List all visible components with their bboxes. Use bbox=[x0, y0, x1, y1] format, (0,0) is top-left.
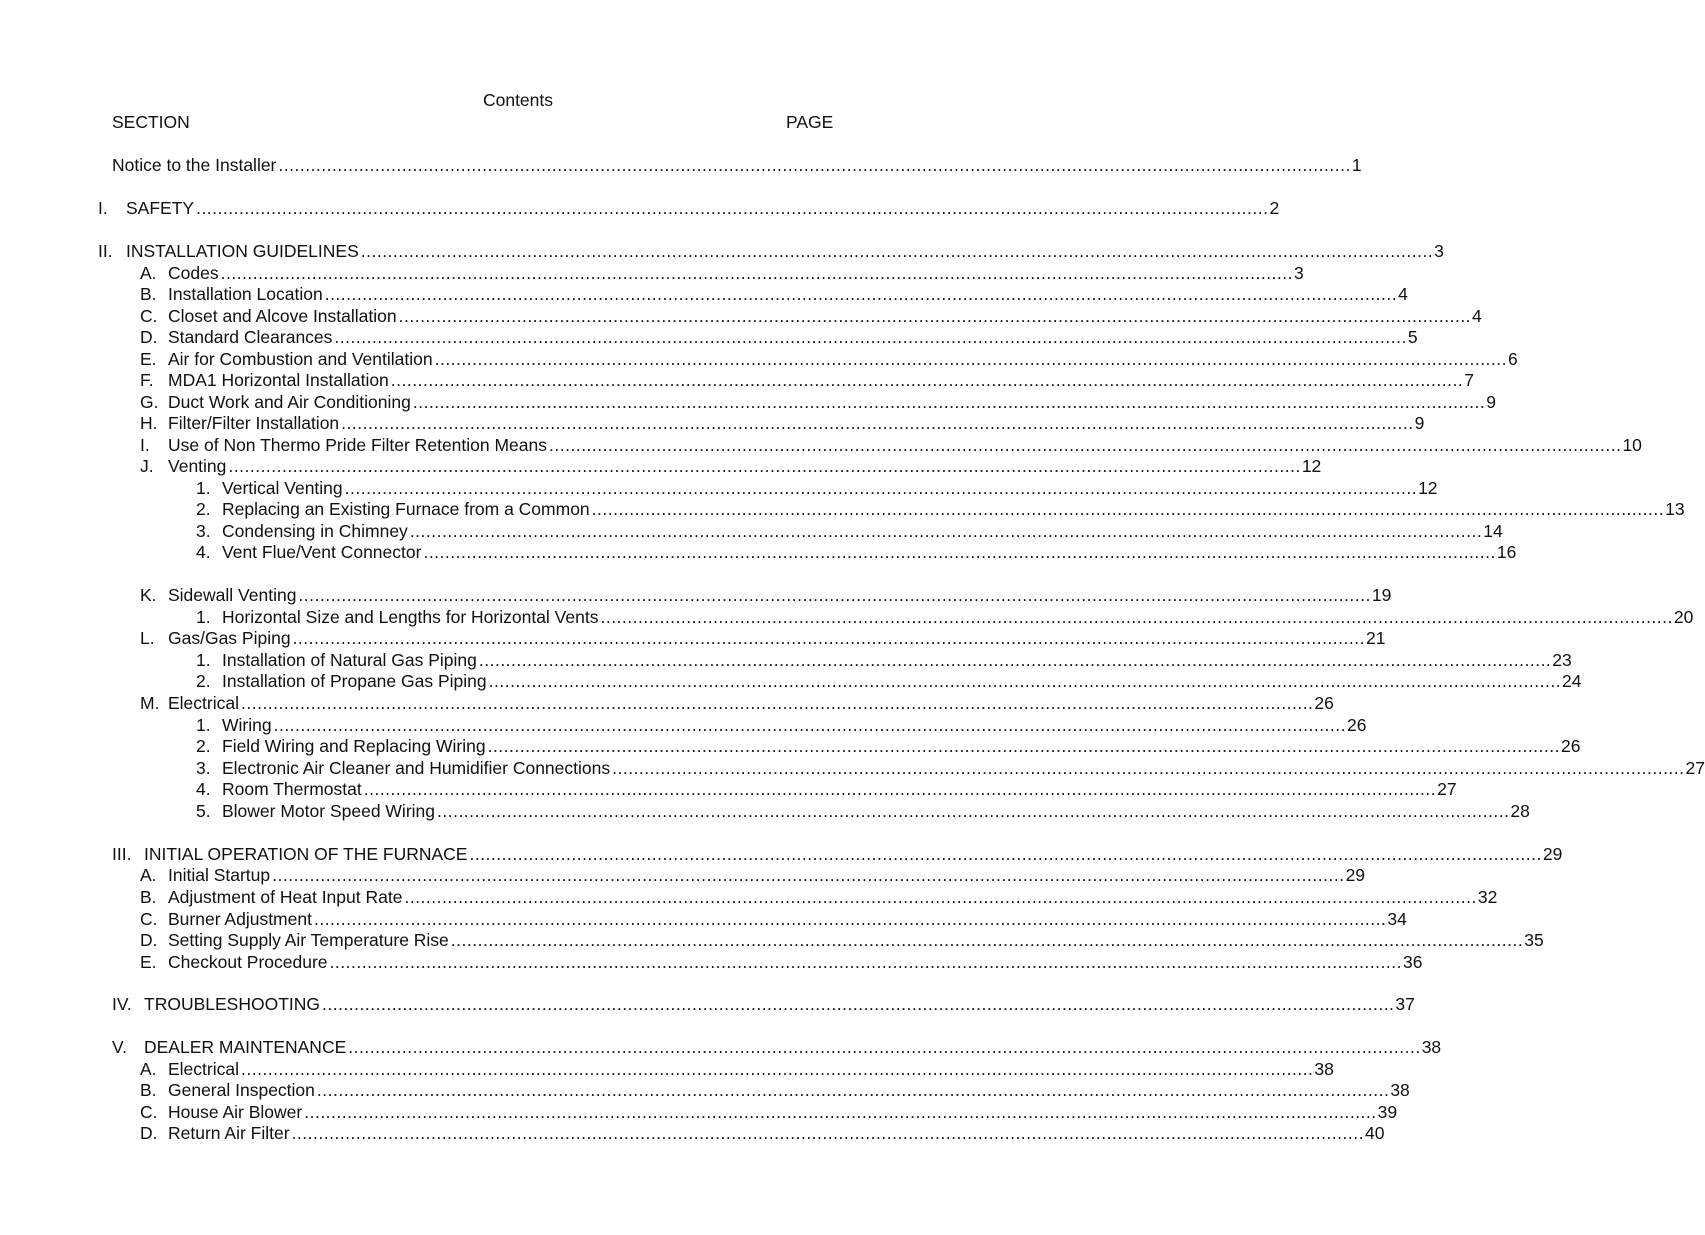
toc-entry bbox=[98, 240, 1444, 262]
toc-entry-label: General Inspection bbox=[168, 1080, 315, 1100]
toc-entry bbox=[140, 929, 1544, 951]
dot-leader: ........................................................................................................................................................................................................ bbox=[334, 327, 1407, 347]
toc-entry-page: 28 bbox=[1510, 801, 1530, 821]
toc-entry-label: MDA1 Horizontal Installation bbox=[168, 370, 389, 390]
section-column-header: SECTION bbox=[112, 112, 190, 132]
dot-leader: ........................................................................................................................................................................................................ bbox=[324, 284, 1398, 304]
toc-entry-number: 4. bbox=[196, 542, 211, 562]
dot-leader: ........................................................................................................................................................................................................ bbox=[478, 650, 1552, 670]
toc-entry-number: IV. bbox=[112, 994, 132, 1014]
toc-entry-label: Burner Adjustment bbox=[168, 909, 312, 929]
toc-entry-label: Return Air Filter bbox=[168, 1123, 290, 1143]
toc-entry-number: 1. bbox=[196, 650, 211, 670]
toc-entry-page: 10 bbox=[1622, 435, 1642, 455]
dot-leader: ........................................................................................................................................................................................................ bbox=[292, 628, 1365, 648]
toc-entry-label: Checkout Procedure bbox=[168, 952, 328, 972]
toc-entry-page: 23 bbox=[1552, 650, 1572, 670]
toc-entry bbox=[196, 520, 1503, 542]
toc-entry-page: 13 bbox=[1665, 499, 1685, 519]
toc-entry bbox=[196, 757, 1705, 779]
toc-entry-number: III. bbox=[112, 844, 132, 864]
dot-leader: ........................................................................................................................................................................................................ bbox=[241, 693, 1314, 713]
toc-entry-label: Venting bbox=[168, 456, 227, 476]
toc-entry-page: 27 bbox=[1685, 758, 1705, 778]
toc-entry bbox=[196, 778, 1457, 800]
toc-entry bbox=[140, 692, 1334, 714]
toc-entry-page: 16 bbox=[1496, 542, 1517, 562]
toc-entry-number: A. bbox=[140, 263, 157, 283]
toc-entry-number: G. bbox=[140, 392, 159, 412]
toc-entry-number: 3. bbox=[196, 758, 211, 778]
toc-entry-page: 39 bbox=[1377, 1102, 1398, 1122]
toc-entry bbox=[140, 1122, 1385, 1144]
toc-entry-page: 7 bbox=[1464, 370, 1474, 390]
toc-entry-number: 2. bbox=[196, 736, 211, 756]
toc-entry bbox=[196, 714, 1367, 736]
toc-entry-label: Field Wiring and Replacing Wiring bbox=[222, 736, 486, 756]
dot-leader: ........................................................................................................................................................................................................ bbox=[487, 736, 1560, 756]
toc-entry-label: Filter/Filter Installation bbox=[168, 413, 340, 433]
toc-entry bbox=[112, 1036, 1442, 1058]
dot-leader: ........................................................................................................................................................................................................ bbox=[329, 952, 1402, 972]
toc-entry bbox=[112, 154, 1362, 176]
toc-entry-label: Room Thermostat bbox=[222, 779, 362, 799]
page-column-header: PAGE bbox=[786, 112, 834, 132]
toc-entry-number: E. bbox=[140, 952, 157, 972]
dot-leader: ........................................................................................................................................................................................................ bbox=[437, 801, 1510, 821]
toc-entry-number: D. bbox=[140, 1123, 158, 1143]
dot-leader: ........................................................................................................................................................................................................ bbox=[360, 241, 1434, 261]
toc-entry-number: H. bbox=[140, 413, 158, 433]
toc-entry-page: 6 bbox=[1508, 349, 1518, 369]
toc-entry-label: Standard Clearances bbox=[168, 327, 333, 347]
toc-entry-number: D. bbox=[140, 327, 158, 347]
toc-entry-label: TROUBLESHOOTING bbox=[144, 994, 320, 1014]
toc-entry-number: C. bbox=[140, 306, 158, 326]
dot-leader: ........................................................................................................................................................................................................ bbox=[488, 671, 1562, 691]
dot-leader: ........................................................................................................................................................................................................ bbox=[344, 478, 1418, 498]
toc-entry-number: J. bbox=[140, 456, 154, 476]
dot-leader: ........................................................................................................................................................................................................ bbox=[412, 392, 1486, 412]
toc-entry-number: 5. bbox=[196, 801, 211, 821]
dot-leader: ........................................................................................................................................................................................................ bbox=[469, 844, 1542, 864]
toc-entry-page: 38 bbox=[1421, 1037, 1442, 1057]
toc-entry-label: Blower Motor Speed Wiring bbox=[222, 801, 435, 821]
toc-entry-number: 1. bbox=[196, 607, 211, 627]
toc-entry bbox=[140, 262, 1304, 284]
toc-entry-page: 35 bbox=[1524, 930, 1544, 950]
toc-entry bbox=[140, 326, 1418, 348]
toc-entry-page: 26 bbox=[1314, 693, 1334, 713]
toc-entry-page: 29 bbox=[1542, 844, 1563, 864]
toc-entry bbox=[196, 606, 1694, 628]
toc-entry-number: A. bbox=[140, 865, 157, 885]
toc-entry-number: C. bbox=[140, 1102, 158, 1122]
dot-leader: ........................................................................................................................................................................................................ bbox=[612, 758, 1685, 778]
toc-entry-number: B. bbox=[140, 284, 157, 304]
dot-leader: ........................................................................................................................................................................................................ bbox=[241, 1059, 1314, 1079]
dot-leader: ........................................................................................................................................................................................................ bbox=[313, 909, 1387, 929]
toc-entry-label: Installation Location bbox=[168, 284, 323, 304]
toc-entry bbox=[140, 412, 1425, 434]
toc-entry-label: Air for Combustion and Ventilation bbox=[168, 349, 433, 369]
toc-entry-label: Codes bbox=[168, 263, 219, 283]
dot-leader: ........................................................................................................................................................................................................ bbox=[409, 521, 1483, 541]
toc-entry bbox=[196, 735, 1581, 757]
toc-entry-number: D. bbox=[140, 930, 158, 950]
toc-entry bbox=[196, 670, 1582, 692]
toc-entry-label: Sidewall Venting bbox=[168, 585, 297, 605]
toc-entry-label: Vent Flue/Vent Connector bbox=[222, 542, 422, 562]
dot-leader: ........................................................................................................................................................................................................ bbox=[600, 607, 1673, 627]
dot-leader: ........................................................................................................................................................................................................ bbox=[316, 1080, 1390, 1100]
toc-entry-number: 2. bbox=[196, 499, 211, 519]
dot-leader: ........................................................................................................................................................................................................ bbox=[228, 456, 1301, 476]
toc-entry bbox=[196, 477, 1438, 499]
toc-entry-label: INSTALLATION GUIDELINES bbox=[126, 241, 359, 261]
toc-entry-label: Replacing an Existing Furnace from a Common bbox=[222, 499, 590, 519]
toc-entry bbox=[140, 369, 1474, 391]
toc-entry-page: 5 bbox=[1407, 327, 1418, 347]
toc-entry-page: 1 bbox=[1351, 155, 1362, 175]
toc-entry bbox=[140, 1058, 1334, 1080]
toc-entry-label: Condensing in Chimney bbox=[222, 521, 408, 541]
toc-entry-page: 9 bbox=[1414, 413, 1425, 433]
toc-entry-label: DEALER MAINTENANCE bbox=[144, 1037, 347, 1057]
toc-entry bbox=[140, 1101, 1398, 1123]
toc-entry-label: House Air Blower bbox=[168, 1102, 303, 1122]
toc-entry-page: 21 bbox=[1365, 628, 1386, 648]
dot-leader: ........................................................................................................................................................................................................ bbox=[363, 779, 1437, 799]
toc-entry-page: 27 bbox=[1437, 779, 1457, 799]
toc-entry bbox=[196, 649, 1572, 671]
toc-entry-page: 40 bbox=[1364, 1123, 1385, 1143]
dot-leader: ........................................................................................................................................................................................................ bbox=[398, 306, 1472, 326]
toc-entry-number: L. bbox=[140, 628, 155, 648]
toc-entry bbox=[140, 283, 1408, 305]
dot-leader: ........................................................................................................................................................................................................ bbox=[434, 349, 1508, 369]
toc-entry-label: Use of Non Thermo Pride Filter Retention Means bbox=[168, 435, 548, 455]
toc-entry bbox=[140, 434, 1642, 456]
toc-entry-number: A. bbox=[140, 1059, 157, 1079]
toc-entry-label: Notice to the Installer bbox=[112, 155, 277, 175]
toc-entry-label: Installation of Propane Gas Piping bbox=[222, 671, 487, 691]
toc-entry-number: I. bbox=[98, 198, 108, 218]
toc-entry-number: C. bbox=[140, 909, 158, 929]
toc-entry bbox=[196, 541, 1517, 563]
toc-entry-page: 38 bbox=[1390, 1080, 1410, 1100]
dot-leader: ........................................................................................................................................................................................................ bbox=[591, 499, 1665, 519]
dot-leader: ........................................................................................................................................................................................................ bbox=[450, 930, 1524, 950]
toc-entry-page: 26 bbox=[1347, 715, 1367, 735]
dot-leader: ........................................................................................................................................................................................................ bbox=[304, 1102, 1377, 1122]
toc-entry-label: Electrical bbox=[168, 1059, 239, 1079]
toc-entry-number: K. bbox=[140, 585, 157, 605]
toc-entry-page: 29 bbox=[1345, 865, 1366, 885]
toc-entry-number: I. bbox=[140, 435, 150, 455]
toc-entry-page: 19 bbox=[1371, 585, 1392, 605]
dot-leader: ........................................................................................................................................................................................................ bbox=[404, 887, 1477, 907]
toc-entry-page: 37 bbox=[1395, 994, 1415, 1014]
toc-entry bbox=[140, 391, 1497, 413]
toc-entry bbox=[140, 455, 1322, 477]
toc-entry-page: 9 bbox=[1486, 392, 1497, 412]
toc-entry bbox=[140, 908, 1407, 930]
toc-entry bbox=[140, 305, 1482, 327]
toc-entry-number: V. bbox=[112, 1037, 127, 1057]
toc-entry-number: 4. bbox=[196, 779, 211, 799]
dot-leader: ........................................................................................................................................................................................................ bbox=[298, 585, 1371, 605]
toc-entry-number: M. bbox=[140, 693, 160, 713]
toc-entry bbox=[196, 498, 1685, 520]
toc-entry-page: 36 bbox=[1402, 952, 1423, 972]
toc-entry-number: B. bbox=[140, 1080, 157, 1100]
toc-entry-page: 34 bbox=[1387, 909, 1407, 929]
dot-leader: ........................................................................................................................................................................................................ bbox=[322, 994, 1395, 1014]
toc-entry-page: 4 bbox=[1398, 284, 1408, 304]
toc-entry-page: 20 bbox=[1673, 607, 1694, 627]
toc-entry bbox=[140, 886, 1498, 908]
dot-leader: ........................................................................................................................................................................................................ bbox=[220, 263, 1294, 283]
toc-entry-label: Vertical Venting bbox=[222, 478, 343, 498]
dot-leader: ........................................................................................................................................................................................................ bbox=[278, 155, 1351, 175]
toc-entry-number: II. bbox=[98, 241, 113, 261]
toc-entry-label: Installation of Natural Gas Piping bbox=[222, 650, 477, 670]
toc-entry-page: 32 bbox=[1477, 887, 1498, 907]
toc-entry bbox=[140, 1079, 1410, 1101]
dot-leader: ........................................................................................................................................................................................................ bbox=[196, 198, 1269, 218]
toc-entry-page: 38 bbox=[1314, 1059, 1334, 1079]
page-title: Contents bbox=[482, 90, 554, 110]
toc-entry-page: 3 bbox=[1294, 263, 1304, 283]
dot-leader: ........................................................................................................................................................................................................ bbox=[273, 715, 1347, 735]
toc-entry-number: 2. bbox=[196, 671, 211, 691]
toc-entry-label: Wiring bbox=[222, 715, 272, 735]
toc-entry bbox=[140, 627, 1386, 649]
toc-entry-label: Adjustment of Heat Input Rate bbox=[168, 887, 403, 907]
toc-entry-number: 3. bbox=[196, 521, 211, 541]
toc-entry-number: 1. bbox=[196, 478, 211, 498]
toc-entry-number: B. bbox=[140, 887, 157, 907]
toc-entry bbox=[112, 843, 1563, 865]
toc-entry-label: Gas/Gas Piping bbox=[168, 628, 291, 648]
dot-leader: ........................................................................................................................................................................................................ bbox=[390, 370, 1464, 390]
toc-entry bbox=[112, 993, 1415, 1015]
dot-leader: ........................................................................................................................................................................................................ bbox=[348, 1037, 1421, 1057]
dot-leader: ........................................................................................................................................................................................................ bbox=[549, 435, 1622, 455]
toc-entry-page: 2 bbox=[1269, 198, 1280, 218]
toc-entry-number: E. bbox=[140, 349, 157, 369]
toc-entry-label: Electronic Air Cleaner and Humidifier Connections bbox=[222, 758, 611, 778]
toc-entry-number: 1. bbox=[196, 715, 211, 735]
dot-leader: ........................................................................................................................................................................................................ bbox=[272, 865, 1345, 885]
dot-leader: ........................................................................................................................................................................................................ bbox=[423, 542, 1496, 562]
toc-entry-label: INITIAL OPERATION OF THE FURNACE bbox=[144, 844, 468, 864]
toc-entry bbox=[140, 951, 1423, 973]
toc-entry-page: 3 bbox=[1434, 241, 1444, 261]
toc-entry-label: Horizontal Size and Lengths for Horizontal Vents bbox=[222, 607, 599, 627]
toc-entry bbox=[98, 197, 1280, 219]
toc-entry-label: Closet and Alcove Installation bbox=[168, 306, 397, 326]
toc-entry-number: F. bbox=[140, 370, 154, 390]
toc-entry-label: Electrical bbox=[168, 693, 239, 713]
toc-entry bbox=[140, 864, 1366, 886]
toc-entry-page: 12 bbox=[1418, 478, 1438, 498]
toc-entry-label: Duct Work and Air Conditioning bbox=[168, 392, 411, 412]
toc-entry-label: Setting Supply Air Temperature Rise bbox=[168, 930, 449, 950]
dot-leader: ........................................................................................................................................................................................................ bbox=[291, 1123, 1364, 1143]
toc-entry bbox=[140, 584, 1392, 606]
toc-entry-label: SAFETY bbox=[126, 198, 195, 218]
toc-entry bbox=[140, 348, 1518, 370]
dot-leader: ........................................................................................................................................................................................................ bbox=[341, 413, 1414, 433]
toc-entry-page: 14 bbox=[1483, 521, 1503, 541]
toc-entry bbox=[196, 800, 1530, 822]
toc-entry-page: 24 bbox=[1562, 671, 1582, 691]
toc-entry-page: 4 bbox=[1472, 306, 1482, 326]
toc-entry-label: Initial Startup bbox=[168, 865, 271, 885]
toc-entry-page: 26 bbox=[1561, 736, 1581, 756]
toc-entry-page: 12 bbox=[1301, 456, 1322, 476]
